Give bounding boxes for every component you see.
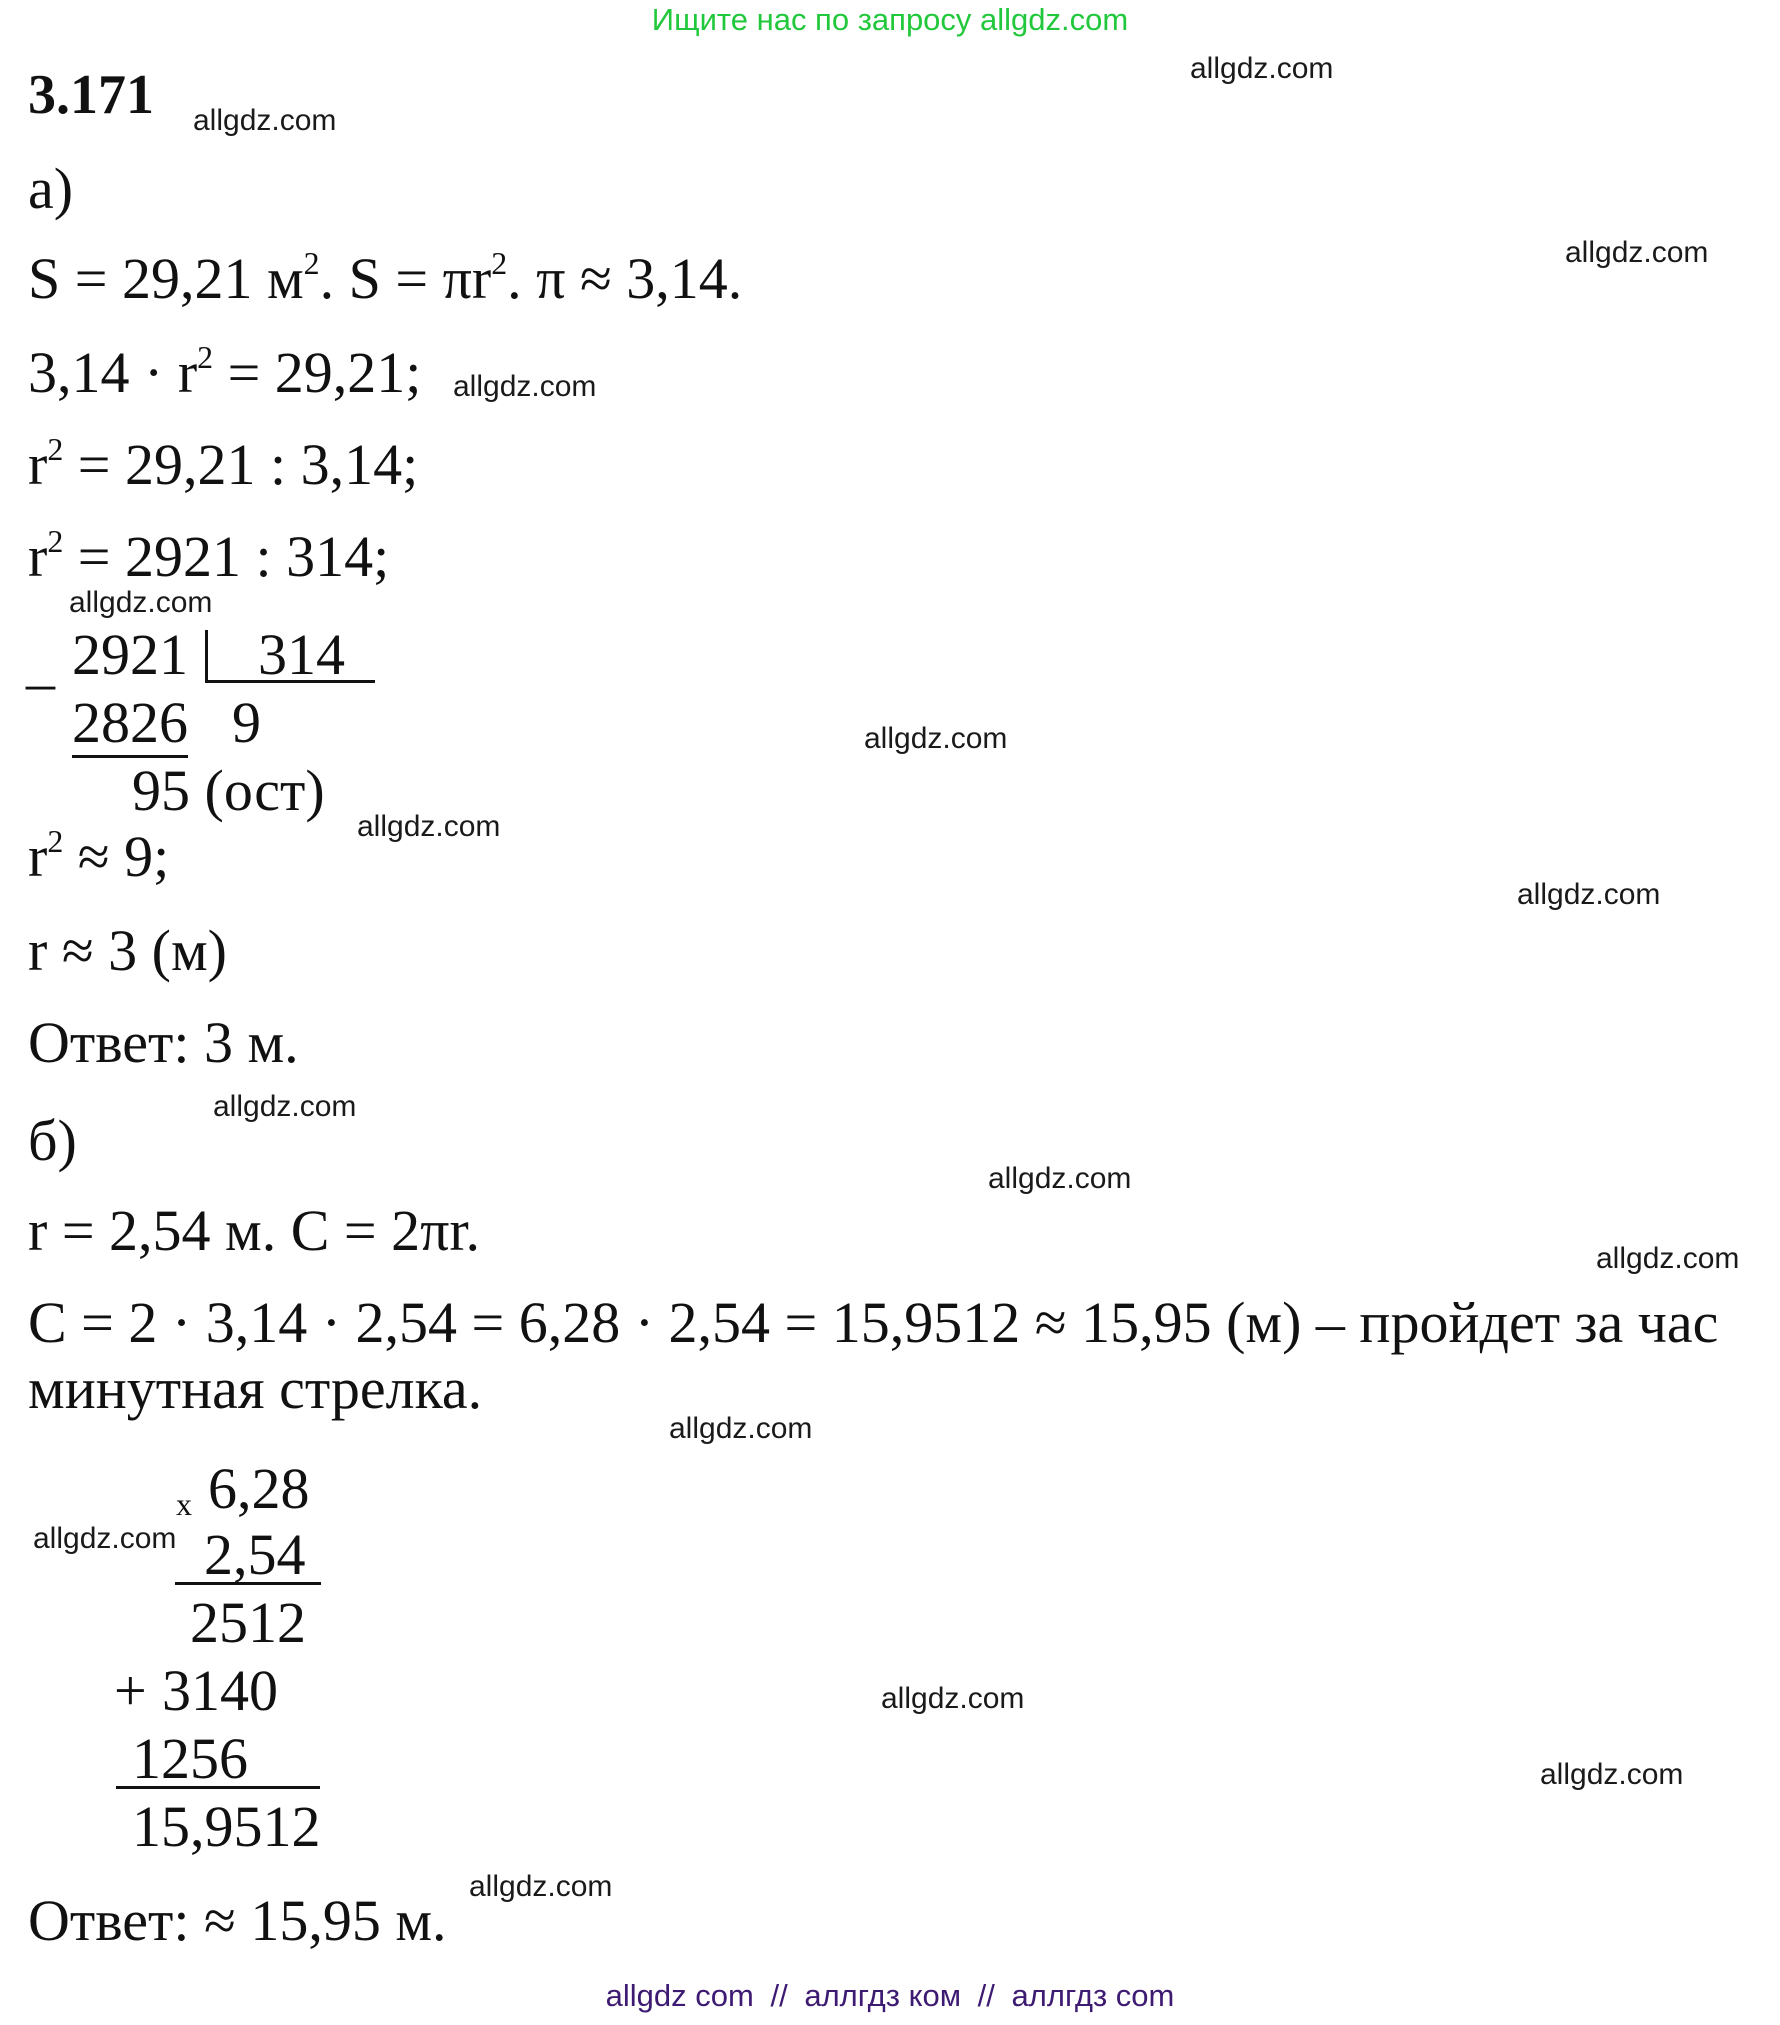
division-remainder: 95 (ост) xyxy=(132,758,325,823)
watermark: allgdz.com xyxy=(469,1870,613,1903)
footer-link-1[interactable]: allgdz com xyxy=(605,1978,754,2013)
factor-1: 6,28 xyxy=(208,1456,310,1521)
watermark: allgdz.com xyxy=(357,810,501,843)
footer-link-3[interactable]: аллгдз com xyxy=(1011,1978,1175,2013)
equation-3: $r^2 = 2921$ : 314; xyxy=(28,524,390,589)
watermark: allgdz.com xyxy=(33,1522,177,1555)
multiply-line-2 xyxy=(116,1786,320,1789)
watermark: allgdz.com xyxy=(69,586,213,619)
top-banner-link[interactable]: Ищите нас по запросу allgdz.com xyxy=(651,2,1129,37)
watermark: allgdz.com xyxy=(193,104,337,137)
footer-links xyxy=(0,1978,1780,2014)
given-circumference: r = 2,54 м. С = 2πr. xyxy=(28,1198,481,1263)
equation-1: $3,14 \cdot r^2 = 29,21$; xyxy=(28,340,422,405)
division-bar-horizontal xyxy=(205,680,375,683)
multiply-sign: x xyxy=(176,1486,192,1522)
watermark: allgdz.com xyxy=(213,1090,357,1123)
multiply-line-1 xyxy=(175,1582,321,1585)
factor-2: 2,54 xyxy=(204,1522,306,1587)
circumference-calc-line2: минутная стрелка. xyxy=(28,1356,483,1421)
footer-separator: // xyxy=(770,1978,788,2013)
division-minus: _ xyxy=(26,630,55,695)
watermark: allgdz.com xyxy=(1596,1242,1740,1275)
footer-separator: // xyxy=(977,1978,995,2013)
partial-product-1: 2512 xyxy=(190,1590,306,1655)
division-bar-vertical xyxy=(205,630,208,682)
division-dividend: 2921 xyxy=(72,622,188,687)
watermark: allgdz.com xyxy=(988,1162,1132,1195)
footer-link-2[interactable]: аллгдз ком xyxy=(804,1978,962,2013)
partial-product-2: 3140 xyxy=(162,1658,278,1723)
problem-number: 3.171 xyxy=(28,64,154,126)
watermark: allgdz.com xyxy=(1190,52,1334,85)
partial-product-3: 1256 xyxy=(132,1726,248,1791)
watermark: allgdz.com xyxy=(669,1412,813,1445)
division-subtrahend: 2826 xyxy=(72,690,188,756)
division-divisor: 314 xyxy=(258,622,345,687)
part-b-label: б) xyxy=(28,1108,77,1173)
circumference-calc-line1: С = 2 · 3,14 · 2,54 = 6,28 · 2,54 = 15,9512 ≈ 15,95 (м) – пройдет за час xyxy=(28,1290,1719,1355)
watermark: allgdz.com xyxy=(453,370,597,403)
watermark: allgdz.com xyxy=(1517,878,1661,911)
plus-sign: + xyxy=(114,1658,147,1723)
product-result: 15,9512 xyxy=(132,1794,321,1859)
watermark: allgdz.com xyxy=(1565,236,1709,269)
radius-result: r ≈ 3 (м) xyxy=(28,918,227,983)
answer-b: Ответ: ≈ 15,95 м. xyxy=(28,1888,447,1953)
equation-2: $r^2 = 29,21$ : 3,14; xyxy=(28,432,419,497)
division-quotient: 9 xyxy=(232,690,261,755)
given-area-formula: S = 29,21 $м^2$. $S = \pi r^2$. π ≈ 3,14. xyxy=(28,246,743,311)
answer-a: Ответ: 3 м. xyxy=(28,1010,299,1075)
watermark: allgdz.com xyxy=(864,722,1008,755)
watermark: allgdz.com xyxy=(1540,1758,1684,1791)
approx-equation: $r^2 \approx 9$; xyxy=(28,824,170,889)
watermark: allgdz.com xyxy=(881,1682,1025,1715)
part-a-label: а) xyxy=(28,156,74,221)
